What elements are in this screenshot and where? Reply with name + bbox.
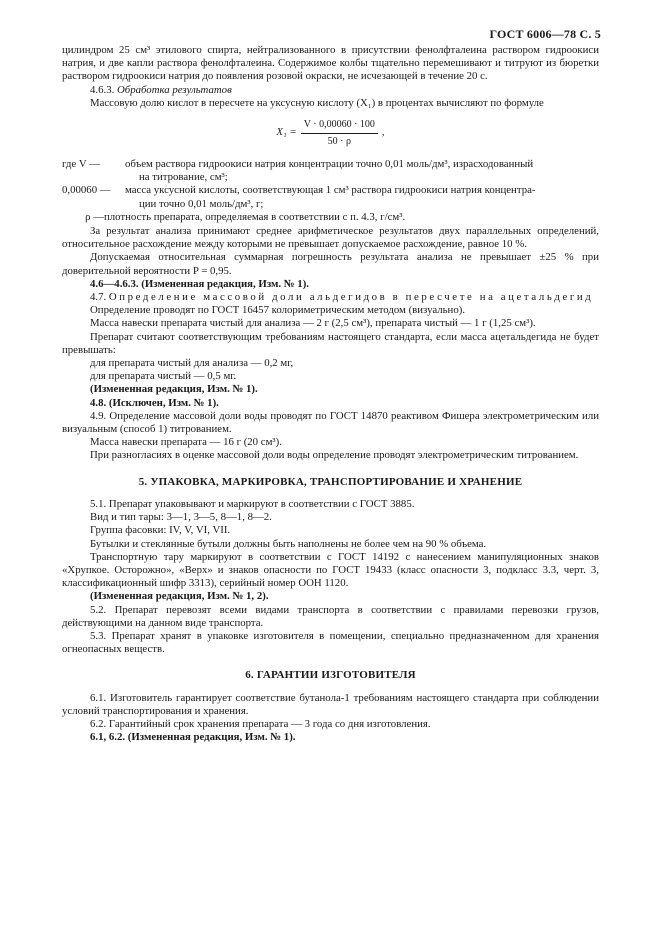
paragraph: 6.2. Гарантийный срок хранения препарата — 3 года со дня изготовления. bbox=[90, 717, 431, 730]
paragraph: Допускаемая относительная суммарная погрешность результата анализа не превышает ±25 % при доверительной вероятности P = 0,95. bbox=[62, 251, 599, 277]
formula-fraction bbox=[301, 118, 378, 147]
formula-denominator: 50 · ρ bbox=[327, 135, 351, 147]
paragraph: цилиндром 25 см³ этилового спирта, нейтрализованного в присутствии фенолфталеина раствором гидроокиси натрия, и две капли раствора фенолфталеина. Содержимое колбы тщательно перемешивают и титруют из бюретки раствором гидроокиси натрия до появления розовой окраски, не исчезающей в течение 20 с. bbox=[62, 44, 599, 83]
definition-label: 0,00060 — bbox=[62, 184, 111, 197]
paragraph: Группа фасовки: IV, V, VI, VII. bbox=[90, 524, 231, 537]
subsection-heading bbox=[62, 84, 599, 97]
formula-numerator: V · 0,00060 · 100 bbox=[301, 118, 378, 133]
amendment-note: 4.8. (Исключен, Изм. № 1). bbox=[90, 396, 219, 409]
definition-text: масса уксусной кислоты, соответствующая 1 см³ раствора гидроокиси натрия концентра- ции точно 0,01 моль/дм³, г; bbox=[125, 184, 536, 210]
paragraph: Бутылки и стеклянные бутыли должны быть наполнены не более чем на 90 % объема. bbox=[90, 537, 487, 550]
paragraph: 4.9. Определение массовой доли воды проводят по ГОСТ 14870 реактивом Фишера электрометрическим или визуальным (способ 1) титрованием. bbox=[62, 409, 599, 436]
paragraph: Масса навески препарата — 16 г (20 см³). bbox=[90, 436, 282, 449]
paragraph: Масса навески препарата чистый для анализа — 2 г (2,5 см³), препарата чистый — 1 г (1,25 см³). bbox=[90, 317, 536, 330]
paragraph: 5.1. Препарат упаковывают и маркируют в соответствии с ГОСТ 3885. bbox=[90, 497, 415, 510]
paragraph: 6.1. Изготовитель гарантирует соответствие бутанола-1 требованиям настоящего стандарта при соблюдении условий транспортирования и хранения. bbox=[62, 691, 599, 717]
paragraph: 5.3. Препарат хранят в упаковке изготовителя в помещении, специально предназначенном для хранения огнеопасных веществ. bbox=[62, 629, 599, 656]
definition-label: где V — bbox=[62, 158, 100, 171]
paragraph: Определение проводят по ГОСТ 16457 колориметрическим методом (визуально). bbox=[90, 304, 466, 317]
formula bbox=[62, 111, 599, 155]
page-body bbox=[62, 44, 599, 744]
paragraph: для препарата чистый для анализа — 0,2 мг, bbox=[90, 357, 294, 370]
paragraph: Вид и тип тары: 3—1, 3—5, 8—1, 8—2. bbox=[90, 511, 272, 524]
paragraph: Препарат считают соответствующим требованиям настоящего стандарта, если масса ацетальдегида не будет превышать: bbox=[62, 330, 599, 356]
amendment-note: (Измененная редакция, Изм. № 1, 2). bbox=[90, 590, 269, 603]
section-heading: 5. УПАКОВКА, МАРКИРОВКА, ТРАНСПОРТИРОВАНИЕ И ХРАНЕНИЕ bbox=[138, 475, 523, 488]
subsection-title: Определение массовой доли альдегидов в пересчете на ацетальдегид bbox=[108, 291, 594, 304]
paragraph: Массовую долю кислот в пересчете на уксусную кислоту (X₁) в процентах вычисляют по формуле bbox=[90, 96, 544, 109]
subsection-number: 4.7. bbox=[90, 291, 107, 304]
paragraph: Транспортную тару маркируют в соответствии с ГОСТ 14192 с нанесением манипуляционных знаков «Хрупкое. Осторожно», «Верх» и знаков опасности по ГОСТ 19433 (класс опасности 3, подкласс 3.3, черт. 3, классификационный шифр 3313), серийный номер ООН 1120. bbox=[62, 550, 599, 590]
definition-label: ρ — bbox=[85, 210, 104, 223]
definition-row bbox=[62, 184, 599, 210]
formula-lhs: X₁ = bbox=[276, 126, 297, 139]
amendment-note: (Измененная редакция, Изм. № 1). bbox=[90, 383, 258, 396]
subsection-heading bbox=[62, 291, 599, 304]
paragraph: За результат анализа принимают среднее арифметическое результатов двух параллельных определений, относительное расхождение между которыми не превышает допускаемое расхождение, равное 10 %. bbox=[62, 225, 599, 251]
formula-tail: , bbox=[381, 126, 385, 139]
subsection-number: 4.6.3. bbox=[90, 83, 115, 96]
subsection-title: Обработка результатов bbox=[117, 83, 232, 96]
amendment-note: 6.1, 6.2. (Измененная редакция, Изм. № 1). bbox=[90, 731, 296, 744]
paragraph: При разногласиях в оценке массовой доли воды определение проводят электрометрическим титрованием. bbox=[90, 449, 579, 462]
variable-definitions bbox=[62, 158, 599, 224]
amendment-note: 4.6—4.6.3. (Измененная редакция, Изм. № 1). bbox=[90, 277, 310, 290]
definition-text: плотность препарата, определяемая в соответствии с п. 4.3, г/см³. bbox=[104, 210, 406, 223]
section-heading: 6. ГАРАНТИИ ИЗГОТОВИТЕЛЯ bbox=[245, 669, 416, 682]
definition-row bbox=[62, 158, 599, 184]
paragraph: 5.2. Препарат перевозят всеми видами транспорта в соответствии с правилами перевозки грузов, действующими на данном виде транспорта. bbox=[62, 603, 599, 629]
paragraph: для препарата чистый — 0,5 мг. bbox=[90, 370, 237, 383]
definition-text: объем раствора гидроокиси натрия концентрации точно 0,01 моль/дм³, израсходованный на титрование, см³; bbox=[125, 158, 534, 184]
page-header: ГОСТ 6006—78 С. 5 bbox=[489, 27, 601, 41]
definition-row bbox=[62, 211, 599, 224]
